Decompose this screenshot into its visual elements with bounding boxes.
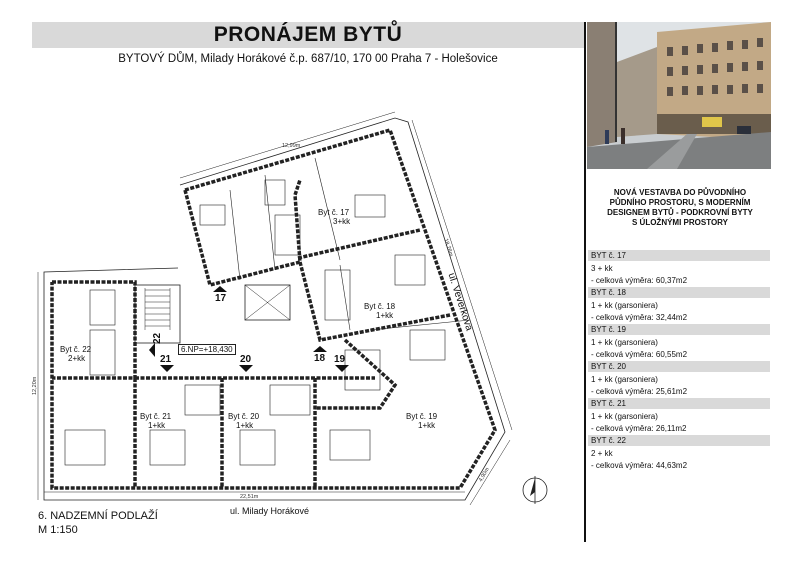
unit-18-label	[364, 302, 395, 320]
building-photo	[587, 22, 771, 169]
apartment-item	[588, 287, 770, 324]
vertical-divider	[584, 22, 586, 542]
apartment-name: BYT č. 17	[588, 250, 770, 261]
apartment-area: - celková výměra: 26,11m2	[591, 424, 687, 433]
level-mark: 6.NP=+18,430	[178, 344, 236, 355]
description-line: DESIGNEM BYTŮ - PODKROVNÍ BYTY	[607, 208, 753, 217]
plan-scale: M 1:150	[38, 524, 78, 536]
apartment-type: 2 + kk	[591, 449, 613, 458]
apartment-area: - celková výměra: 60,55m2	[591, 350, 688, 359]
door-number-19: 19	[334, 354, 346, 365]
apartment-type: 1 + kk (garsoniera)	[591, 375, 658, 384]
subtitle: BYTOVÝ DŮM, Milady Horákové č.p. 687/10, 170 00 Praha 7 - Holešovice	[118, 53, 498, 65]
unit-type: 3+kk	[333, 217, 351, 226]
project-description	[590, 188, 770, 228]
dimension-bottom: 22,51m	[240, 494, 259, 500]
unit-20-label	[228, 412, 259, 430]
unit-type: 1+kk	[376, 311, 394, 320]
apartment-area: - celková výměra: 44,63m2	[591, 461, 688, 470]
unit-name: Byt č. 17	[318, 208, 350, 217]
unit-name: Byt č. 19	[406, 412, 438, 421]
unit-type: 1+kk	[236, 421, 254, 430]
title-bar: PRONÁJEM BYTŮ	[32, 22, 584, 48]
floor-label	[38, 509, 158, 537]
apartment-item	[588, 324, 770, 361]
apartment-name: BYT č. 20	[588, 361, 770, 372]
unit-21-label	[140, 412, 171, 430]
apartment-type: 3 + kk	[591, 264, 613, 273]
apartment-name: BYT č. 18	[588, 287, 770, 298]
floor-name: 6. NADZEMNÍ PODLAŽÍ	[38, 510, 158, 522]
apartment-item	[588, 435, 770, 472]
street-right-label: ul. Veverkova	[445, 271, 475, 333]
unit-name: Byt č. 21	[140, 412, 172, 421]
street-bottom-label: ul. Milady Horákové	[230, 506, 310, 516]
dimension-corner: 4,90m	[478, 466, 491, 483]
apartment-type: 1 + kk (garsoniera)	[591, 412, 658, 421]
door-number-22: 22	[152, 332, 163, 344]
apartment-area: - celková výměra: 60,37m2	[591, 276, 688, 285]
description-line: S ÚLOŽNÝMI PROSTORY	[631, 218, 728, 227]
apartment-item	[588, 250, 770, 287]
apartment-area: - celková výměra: 32,44m2	[591, 313, 688, 322]
unit-type: 1+kk	[148, 421, 166, 430]
apartment-type: 1 + kk (garsoniera)	[591, 338, 658, 347]
apartment-area: - celková výměra: 25,61m2	[591, 387, 688, 396]
door-number-21: 21	[160, 354, 172, 365]
unit-name: Byt č. 20	[228, 412, 260, 421]
apartment-item	[588, 361, 770, 398]
description-line: PŮDNÍHO PROSTORU, S MODERNÍM	[609, 198, 751, 207]
apartment-name: BYT č. 22	[588, 435, 770, 446]
unit-name: Byt č. 18	[364, 302, 396, 311]
unit-type: 1+kk	[418, 421, 436, 430]
apartment-list	[588, 250, 770, 472]
unit-17-label	[318, 208, 350, 226]
apartment-name: BYT č. 19	[588, 324, 770, 335]
apartment-item	[588, 398, 770, 435]
unit-22-label	[60, 345, 91, 363]
unit-name: Byt č. 22	[60, 345, 92, 354]
apartment-name: BYT č. 21	[588, 398, 770, 409]
door-number-18: 18	[314, 353, 326, 364]
dimension-left: 12,20m	[32, 376, 38, 395]
apartment-type: 1 + kk (garsoniera)	[591, 301, 658, 310]
unit-19-label	[406, 412, 437, 430]
unit-type: 2+kk	[68, 354, 86, 363]
dimension-right: 18,28m	[442, 238, 454, 258]
door-number-17: 17	[215, 293, 227, 304]
dimension-top: 12,99m	[282, 143, 301, 149]
description-line: NOVÁ VESTAVBA DO PŮVODNÍHO	[613, 188, 747, 197]
door-number-20: 20	[240, 354, 252, 365]
